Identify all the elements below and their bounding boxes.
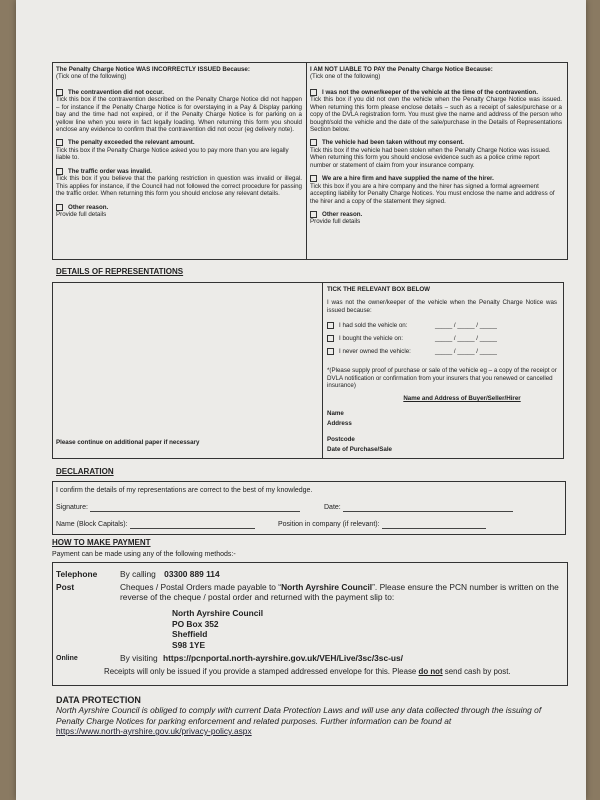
option-sold: I had sold the vehicle on: _____ / _____ / _____ [327, 322, 557, 335]
not-liable-item-3-title: We are a hire firm and have supplied the name of the hirer. [310, 175, 562, 183]
incorrect-item-1-body: Tick this box if the contravention described on the Penalty Charge Notice did not happen – for instance if the Penalty Charge Notice is for overstaying in a Pay & Display parking bay and the time had not expired, or if the Penalty Charge Notice is for parking on a yellow line when you were in fact legally loading. When returning this form you should enclose any evidence to confirm that the contravention did not occur (eg delivery note). [56, 96, 302, 133]
date-field[interactable]: _____ / _____ / _____ [435, 322, 497, 330]
incorrect-item-3-body: Tick this box if you believe that the parking restriction in question was invalid or illegal. This applies for instance, if the Council had not followed the correct procedure for passing the traffic order. When returning this form you should enclose any relevant details. [56, 175, 302, 198]
post-council: North Ayrshire Council [281, 582, 373, 592]
representations-title: DETAILS OF REPRESENTATIONS [56, 267, 184, 276]
online-text: By visiting [120, 653, 158, 663]
position-row [278, 521, 486, 529]
representations-text-area[interactable] [54, 284, 320, 434]
not-liable-column [310, 66, 562, 226]
field-postcode: Postcode [327, 436, 355, 443]
date-field[interactable] [343, 511, 513, 512]
data-protection-text: North Ayrshire Council is obliged to comply with current Data Protection Laws and will use any data collected through the issuing of Penalty Charge Notices for parking enforcement and related purposes. Further information can be found at [56, 705, 542, 726]
address-line: Sheffield [172, 629, 208, 639]
not-liable-item-1-body: Tick this box if you did not own the vehicle when the Penalty Charge Notice was issued. When returning this form please enclose details – such as a receipt of sales/purchase or a copy of the DVLA registration form. You must give the name and address of the person who bought/sold the vehicle and the date of the sale/purchase in the Details of Representations Section below. [310, 96, 562, 133]
not-liable-subheading: (Tick one of the following) [310, 73, 381, 81]
payment-intro: Payment can be made using any of the following methods:- [52, 551, 236, 558]
online-row [120, 653, 403, 663]
tick-title: TICK THE RELEVANT BOX BELOW [327, 286, 431, 293]
privacy-policy-link[interactable]: https://www.north-ayrshire.gov.uk/privacy-policy.aspx [56, 726, 252, 736]
field-address: Address [327, 420, 352, 427]
name-label: Name (Block Capitals): [56, 521, 128, 528]
tick-intro: I was not the owner/keeper of the vehicle when the Penalty Charge Notice was issued because: [327, 299, 557, 314]
incorrect-subheading: (Tick one of the following) [56, 73, 127, 81]
postal-address [172, 608, 263, 650]
date-field[interactable]: _____ / _____ / _____ [435, 348, 497, 356]
checkbox[interactable] [56, 168, 63, 175]
form-page [16, 0, 586, 800]
not-liable-item-3-body: Tick this box if you are a hire company and the hirer has signed a formal agreement accepting liability for Penalty Charge Notices. You must enclose the name and address of the hirer and a copy of the statement they signed. [310, 182, 555, 205]
buyer-heading: Name and Address of Buyer/Seller/Hirer [403, 395, 521, 403]
field-date-of-sale: Date of Purchase/Sale [327, 446, 392, 453]
tick-panel [327, 286, 557, 403]
checkbox[interactable] [310, 175, 317, 182]
declaration-statement: I confirm the details of my representations are correct to the best of my knowledge. [56, 487, 313, 494]
name-row [56, 521, 255, 529]
incorrect-item-4-title: Other reason. [56, 204, 302, 212]
date-field[interactable]: _____ / _____ / _____ [435, 335, 497, 343]
not-liable-item-4-title: Other reason. [310, 211, 562, 219]
date-row [324, 504, 513, 512]
signature-row [56, 504, 300, 512]
grounds-divider [306, 62, 307, 259]
telephone-row [120, 569, 220, 579]
not-liable-item-2-body: Tick this box if the vehicle had been stolen when the Penalty Charge Notice was issued. When returning this form you should enclose evidence such as a police crime report number or statement of claim from your insurance company. [310, 146, 551, 169]
position-field[interactable] [382, 528, 486, 529]
incorrect-item-3-title: The traffic order was invalid. [56, 168, 302, 176]
position-label: Position in company (if relevant): [278, 521, 380, 528]
not-liable-item-4-body: Provide full details [310, 218, 361, 226]
checkbox[interactable] [56, 204, 63, 211]
date-label: Date: [324, 504, 341, 511]
not-liable-item-1-title: I was not the owner/keeper of the vehicle at the time of the contravention. [310, 89, 562, 97]
checkbox[interactable] [56, 89, 63, 96]
name-field[interactable] [130, 528, 255, 529]
continue-note: Please continue on additional paper if necessary [56, 439, 200, 446]
signature-label: Signature: [56, 504, 88, 511]
do-not-text: do not [418, 667, 443, 676]
address-line: S98 1YE [172, 639, 206, 650]
signature-field[interactable] [90, 511, 300, 512]
post-text: Cheques / Postal Orders made payable to “North Ayrshire Council”. Please ensure the PCN number is written on the reverse of the cheque / postal order and returned with the payment slip to: [120, 582, 559, 602]
field-name: Name [327, 410, 344, 417]
receipts-note: Receipts will only be issued if you provide a stamped addressed envelope for this. Please do not send cash by post. [104, 667, 511, 676]
address-line: PO Box 352 [172, 618, 219, 629]
data-protection-title: DATA PROTECTION [56, 695, 141, 705]
telephone-text: By calling [120, 569, 156, 579]
option-bought: I bought the vehicle on: _____ / _____ / _____ [327, 335, 557, 348]
option-never-owned: I never owned the vehicle: _____ / _____ / _____ [327, 348, 557, 361]
incorrect-item-2-title: The penalty exceeded the relevant amount. [56, 139, 302, 147]
not-liable-item-2-title: The vehicle had been taken without my consent. [310, 139, 562, 147]
incorrect-item-2-body: Tick this box if the Penalty Charge Notice asked you to pay more than you are legally liable to. [56, 146, 289, 162]
declaration-title: DECLARATION [56, 467, 114, 476]
representations-divider [322, 282, 323, 458]
supply-note: *(Please supply proof of purchase or sale of the vehicle eg – a copy of the receipt or DVLA notification or confirmation from your insurers that you renewed or cancelled insurance) [327, 367, 557, 390]
online-url[interactable]: https://pcnportal.north-ayrshire.gov.uk/VEH/Live/3sc/3sc-us/ [163, 653, 404, 663]
incorrect-heading: The Penalty Charge Notice WAS INCORRECTLY ISSUED Because: [56, 66, 250, 73]
address-line: North Ayrshire Council [172, 608, 264, 618]
post-label: Post [56, 582, 75, 592]
checkbox[interactable] [327, 322, 334, 329]
not-liable-heading: I AM NOT LIABLE TO PAY the Penalty Charge Notice Because: [310, 66, 493, 73]
checkbox[interactable] [56, 139, 63, 146]
checkbox[interactable] [310, 139, 317, 146]
incorrect-column [56, 66, 302, 218]
checkbox[interactable] [310, 89, 317, 96]
checkbox[interactable] [327, 335, 334, 342]
online-label: Online [56, 655, 78, 662]
checkbox[interactable] [310, 211, 317, 218]
telephone-number: 03300 889 114 [164, 569, 220, 579]
incorrect-item-4-body: Provide full details [56, 211, 107, 219]
telephone-label: Telephone [56, 569, 98, 579]
checkbox[interactable] [327, 348, 334, 355]
payment-title: HOW TO MAKE PAYMENT [52, 538, 151, 547]
incorrect-item-1-title: The contravention did not occur. [56, 89, 302, 97]
